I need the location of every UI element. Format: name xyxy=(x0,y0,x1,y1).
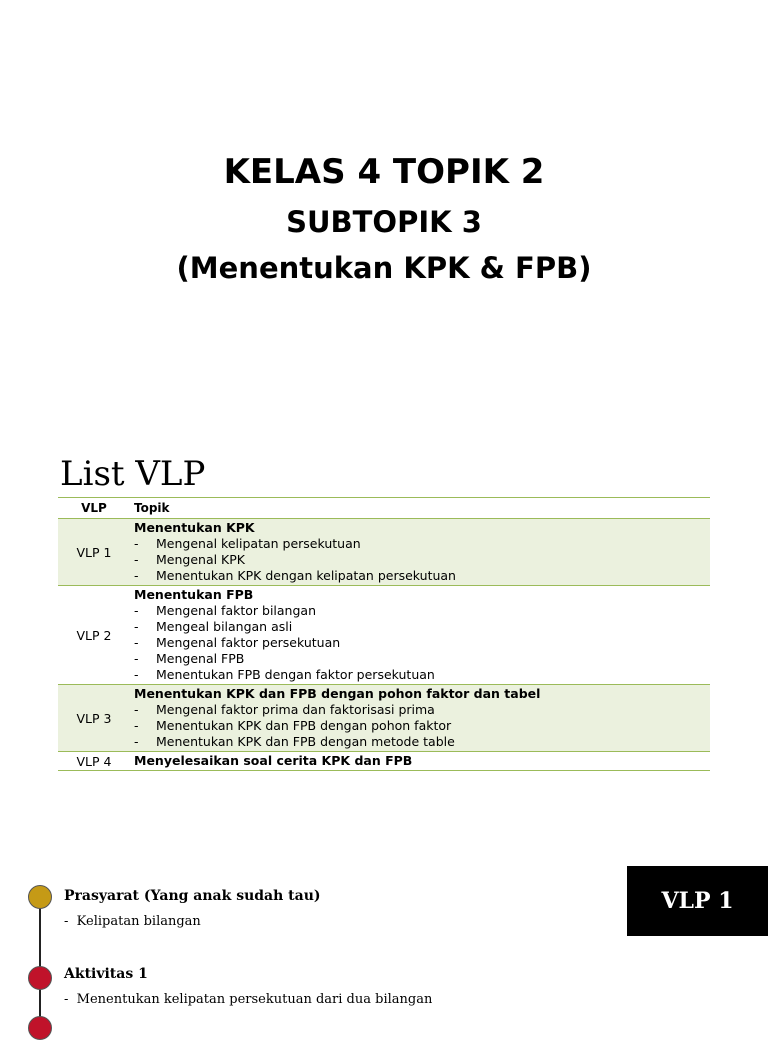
table-row xyxy=(58,519,710,586)
list-dash: - xyxy=(134,734,139,749)
topic-list-item xyxy=(134,603,706,619)
list-vlp-slide xyxy=(0,440,768,840)
topic-list-item xyxy=(134,635,706,651)
topic-list-item xyxy=(134,667,706,683)
topic-heading: Menentukan FPB xyxy=(134,587,254,602)
topic-item-text: Menentukan KPK dengan kelipatan persekutuan xyxy=(156,568,456,583)
list-dash: - xyxy=(134,536,139,551)
vlp-cell: VLP 1 xyxy=(58,519,130,586)
topic-item-text: Mengenal faktor prima dan faktorisasi prima xyxy=(156,702,435,717)
list-dash: - xyxy=(134,667,139,682)
topic-heading: Menyelesaikan soal cerita KPK dan FPB xyxy=(134,753,413,768)
aktivitas-item xyxy=(64,992,432,1007)
topic-list-item xyxy=(134,651,706,667)
topic-cell xyxy=(130,752,710,771)
aktivitas-dot-icon xyxy=(28,966,52,990)
prasyarat-dot-icon xyxy=(28,885,52,909)
list-dash: - xyxy=(134,635,139,650)
topic-list-item xyxy=(134,552,706,568)
prasyarat-item-text: Kelipatan bilangan xyxy=(76,914,201,929)
topic-item-text: Mengeal bilangan asli xyxy=(156,619,293,634)
cover-title: KELAS 4 TOPIK 2 xyxy=(223,152,545,192)
prasyarat-dash: - xyxy=(64,914,69,929)
topic-cell xyxy=(130,519,710,586)
column-header-vlp: VLP xyxy=(58,498,130,519)
prasyarat-item xyxy=(64,914,201,929)
list-dash: - xyxy=(134,603,139,618)
topic-item-text: Menentukan KPK dan FPB dengan metode table xyxy=(156,734,455,749)
next-step-dot-icon xyxy=(28,1016,52,1040)
vlp-cell: VLP 3 xyxy=(58,685,130,752)
list-dash: - xyxy=(134,552,139,567)
vlp-cell: VLP 4 xyxy=(58,752,130,771)
vlp-table xyxy=(58,497,710,771)
topic-list-item xyxy=(134,702,706,718)
column-header-topik: Topik xyxy=(130,498,710,519)
topic-item-text: Menentukan KPK dan FPB dengan pohon faktor xyxy=(156,718,452,733)
vlp-cell: VLP 2 xyxy=(58,586,130,685)
topic-list-item xyxy=(134,568,706,584)
list-dash: - xyxy=(134,619,139,634)
vlp1-slide xyxy=(0,840,768,1024)
list-dash: - xyxy=(134,702,139,717)
list-dash: - xyxy=(134,718,139,733)
table-row xyxy=(58,752,710,771)
cover-topic: (Menentukan KPK & FPB) xyxy=(176,251,592,285)
topic-cell xyxy=(130,586,710,685)
list-dash: - xyxy=(134,651,139,666)
topic-heading: Menentukan KPK xyxy=(134,520,255,535)
topic-item-text: Mengenal kelipatan persekutuan xyxy=(156,536,361,551)
topic-item-text: Mengenal faktor bilangan xyxy=(156,603,316,618)
topic-item-text: Menentukan FPB dengan faktor persekutuan xyxy=(156,667,435,682)
aktivitas-item-text: Menentukan kelipatan persekutuan dari dua bilangan xyxy=(76,992,433,1007)
topic-heading: Menentukan KPK dan FPB dengan pohon faktor dan tabel xyxy=(134,686,541,701)
table-row xyxy=(58,685,710,752)
topic-item-text: Mengenal faktor persekutuan xyxy=(156,635,341,650)
list-vlp-heading: List VLP xyxy=(60,454,206,494)
vlp-table-body xyxy=(58,519,710,771)
topic-cell xyxy=(130,685,710,752)
topic-list-item xyxy=(134,619,706,635)
table-row xyxy=(58,586,710,685)
prasyarat-title: Prasyarat (Yang anak sudah tau) xyxy=(64,888,321,904)
aktivitas-dash: - xyxy=(64,992,69,1007)
topic-list-item xyxy=(134,536,706,552)
topic-item-text: Mengenal KPK xyxy=(156,552,245,567)
list-dash: - xyxy=(134,568,139,583)
table-header-row xyxy=(58,498,710,519)
cover-slide xyxy=(0,0,768,440)
topic-item-text: Mengenal FPB xyxy=(156,651,245,666)
vlp1-badge: VLP 1 xyxy=(627,866,768,936)
cover-subtitle: SUBTOPIK 3 xyxy=(286,205,482,239)
topic-list-item xyxy=(134,734,706,750)
cover-title-block xyxy=(0,150,768,290)
topic-list-item xyxy=(134,718,706,734)
aktivitas-title: Aktivitas 1 xyxy=(64,966,148,982)
